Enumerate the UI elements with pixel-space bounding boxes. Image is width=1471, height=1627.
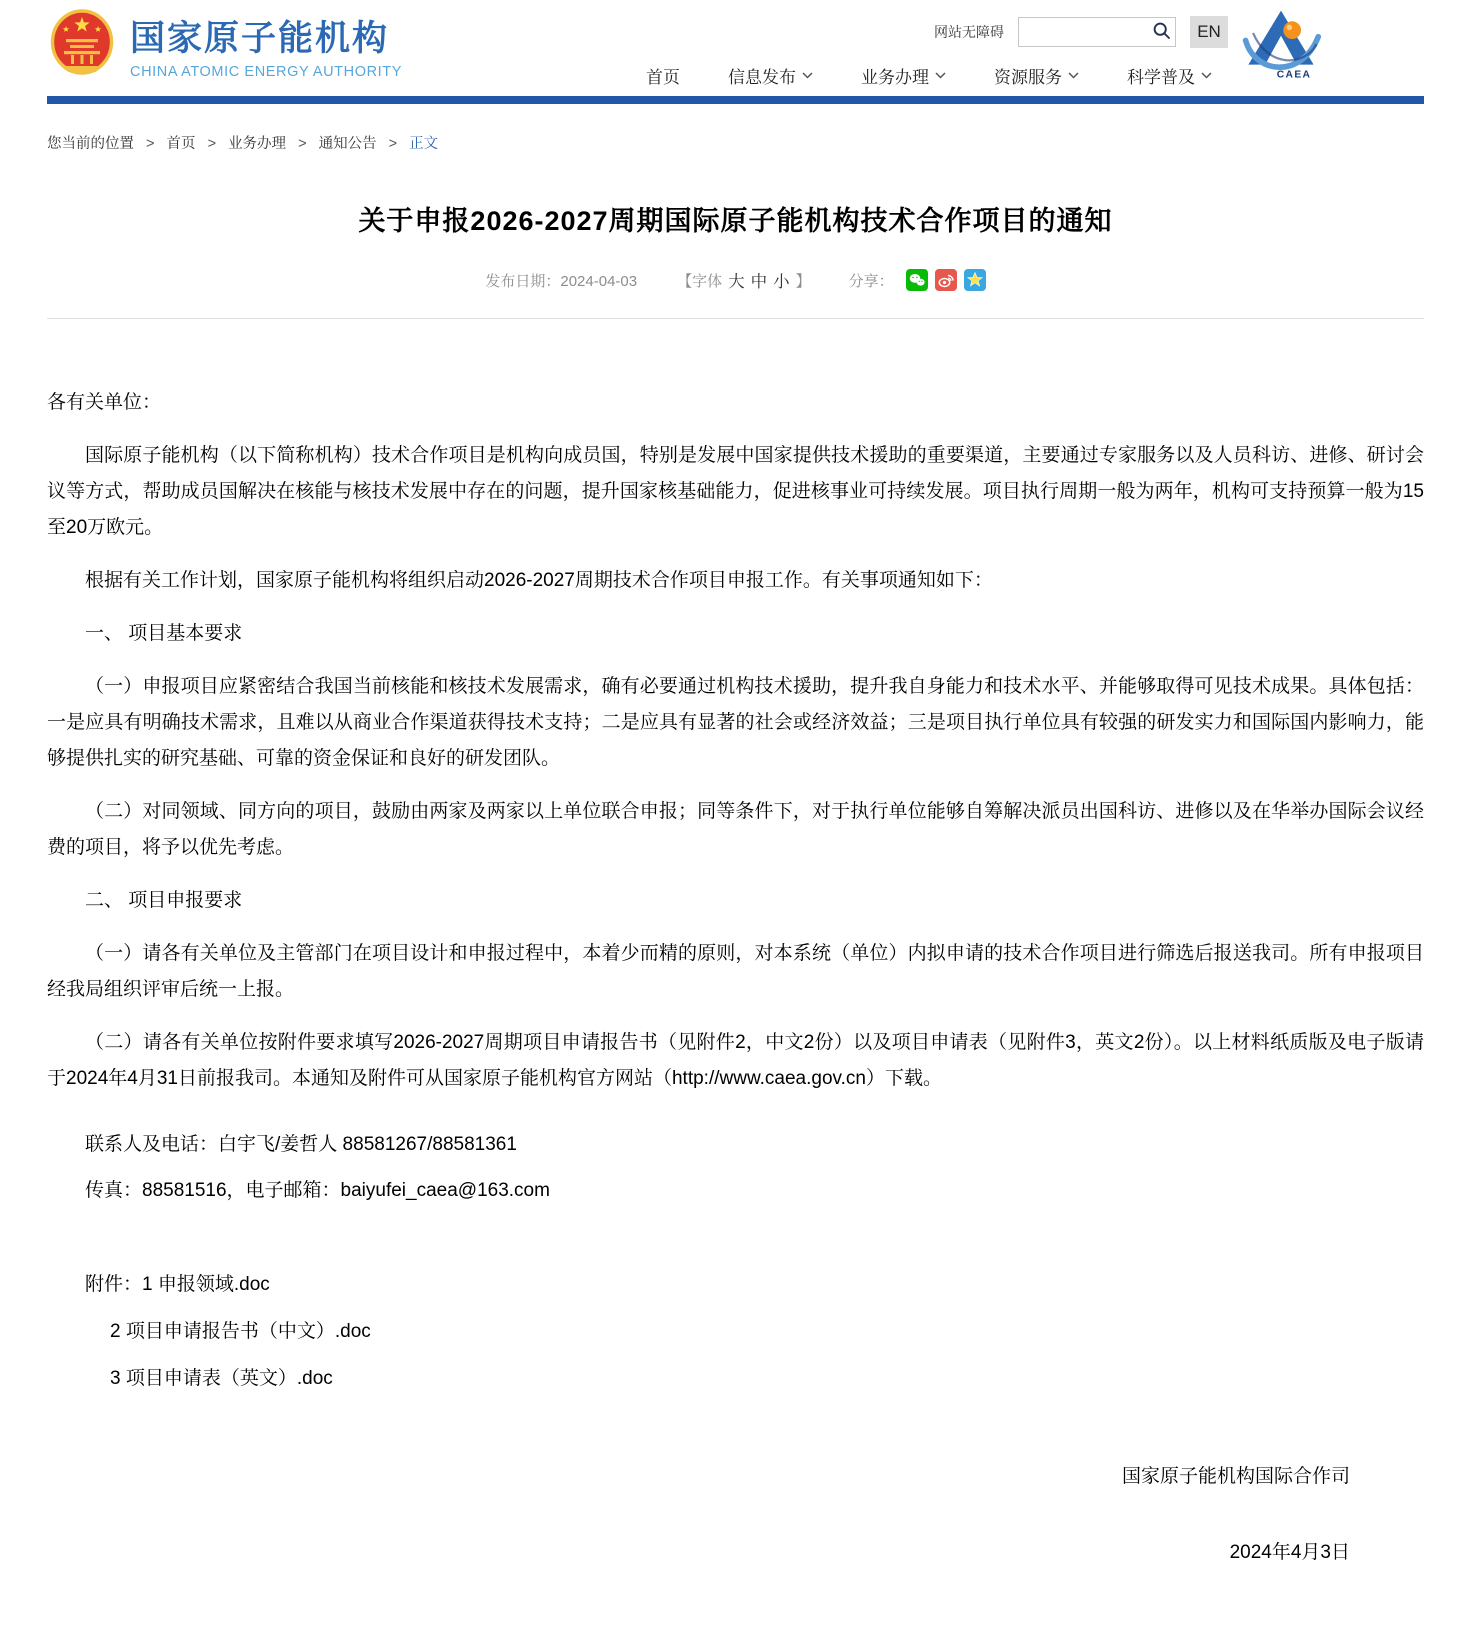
breadcrumb-prefix: 您当前的位置 <box>47 136 134 152</box>
article-meta <box>0 268 1471 292</box>
nav-item-resources[interactable]: 资源服务 <box>994 63 1079 88</box>
breadcrumb-current: 正文 <box>409 136 439 152</box>
share-label: 分享： <box>848 272 894 290</box>
chevron-down-icon <box>802 72 813 79</box>
breadcrumb-separator: > <box>146 136 155 152</box>
attachments-list <box>47 1267 1424 1397</box>
breadcrumb-business[interactable]: 业务办理 <box>228 136 287 152</box>
paragraph: 根据有关工作计划，国家原子能机构将组织启动2026-2027周期技术合作项目申报工作。有关事项通知如下： <box>85 570 993 591</box>
paragraph: （一）请各有关单位及主管部门在项目设计和申报过程中，本着少而精的原则，对本系统（单位）内拟申请的技术合作项目进行筛选后报送我司。所有申报项目经我局组织评审后统一上报。 <box>47 943 1424 1000</box>
attachment-link-1[interactable]: 附件：1 申报领域.doc <box>85 1274 270 1295</box>
search-input[interactable] <box>1019 18 1147 46</box>
national-emblem-icon <box>50 8 114 83</box>
main-nav <box>646 63 1212 88</box>
breadcrumb-notice[interactable]: 通知公告 <box>318 136 377 152</box>
caea-logo[interactable] <box>1240 4 1322 88</box>
weibo-share-icon[interactable] <box>935 269 957 291</box>
breadcrumb-home[interactable]: 首页 <box>166 136 196 152</box>
font-size-large-button[interactable]: 大 <box>728 273 745 291</box>
header-utilities <box>934 16 1228 48</box>
contact-block <box>47 1127 1424 1209</box>
salutation: 各有关单位： <box>47 392 162 413</box>
language-toggle-en[interactable]: EN <box>1190 16 1228 48</box>
site-logo[interactable] <box>50 8 402 83</box>
chevron-down-icon <box>935 72 946 79</box>
breadcrumb-separator: > <box>207 136 217 152</box>
section-heading-2: 二、 项目申报要求 <box>85 890 243 911</box>
chevron-down-icon <box>1068 72 1079 79</box>
attachment-link-2[interactable]: 2 项目申请报告书（中文）.doc <box>110 1321 371 1342</box>
contact-phone-line: 联系人及电话：白宇飞/姜哲人 88581267/88581361 <box>85 1134 517 1155</box>
attachment-link-3[interactable]: 3 项目申请表（英文）.doc <box>110 1368 333 1389</box>
paragraph: （一）申报项目应紧密结合我国当前核能和核技术发展需求，确有必要通过机构技术援助，提升我自身能力和技术水平、并能够取得可见技术成果。具体包括：一是应具有明确技术需求，且难以从商业合作渠道获得技术支持；二是应具有显著的社会或经济效益；三是项目执行单位具有较强的研发实力和国际国内影响力，能够提供扎实的研究基础、可靠的资金保证和良好的研发团队。 <box>47 676 1424 769</box>
meta-divider <box>47 318 1424 319</box>
caea-logo-text: CAEA <box>1276 69 1312 81</box>
qzone-share-icon[interactable] <box>964 269 986 291</box>
wechat-share-icon[interactable] <box>906 269 928 291</box>
site-name-en: CHINA ATOMIC ENERGY AUTHORITY <box>130 64 402 80</box>
publish-date: 发布日期：2024-04-03 <box>485 272 638 290</box>
search-box <box>1018 17 1176 47</box>
nav-item-business[interactable]: 业务办理 <box>861 63 946 88</box>
page-title: 关于申报2026-2027周期国际原子能机构技术合作项目的通知 <box>358 206 1113 236</box>
chevron-down-icon <box>1201 72 1212 79</box>
nav-item-home[interactable]: 首页 <box>646 68 680 87</box>
signature-date: 2024年4月3日 <box>1229 1542 1350 1563</box>
font-size-control: 【字体 大 中 小 】 <box>677 268 811 292</box>
paragraph: （二）请各有关单位按附件要求填写2026-2027周期项目申请报告书（见附件2，中文2份）以及项目申请表（见附件3，英文2份）。以上材料纸质版及电子版请于2024年4月31日前报我司。本通知及附件可从国家原子能机构官方网站（http://www.caea.gov.cn）下载。 <box>47 1032 1424 1089</box>
font-size-small-button[interactable]: 小 <box>773 273 790 291</box>
share-icons <box>906 269 986 291</box>
signature-block <box>47 1459 1424 1571</box>
site-name: 国家原子能机构 <box>130 19 390 58</box>
font-size-medium-button[interactable]: 中 <box>750 273 768 291</box>
section-heading-1: 一、 项目基本要求 <box>85 623 243 644</box>
paragraph: （二）对同领域、同方向的项目，鼓励由两家及两家以上单位联合申报；同等条件下，对于执行单位能够自筹解决派员出国科访、进修以及在华举办国际会议经费的项目，将予以优先考虑。 <box>47 801 1424 858</box>
search-icon <box>1152 21 1171 43</box>
paragraph: 国际原子能机构（以下简称机构）技术合作项目是机构向成员国，特别是发展中国家提供技术援助的重要渠道，主要通过专家服务以及人员科访、进修、研讨会议等方式，帮助成员国解决在核能与核技术发展中存在的问题，提升国家核基础能力，促进核事业可持续发展。项目执行周期一般为两年，机构可支持预算一般为15至20万欧元。 <box>47 445 1424 538</box>
site-header <box>0 0 1471 104</box>
breadcrumb-separator: > <box>298 136 307 152</box>
nav-item-science[interactable]: 科学普及 <box>1127 63 1212 88</box>
article-body <box>47 385 1424 1571</box>
nav-item-info[interactable]: 信息发布 <box>728 63 813 88</box>
contact-fax-email-line: 传真：88581516，电子邮箱：baiyufei_caea@163.com <box>85 1180 550 1201</box>
accessibility-link[interactable]: 网站无障碍 <box>934 24 1004 40</box>
search-button[interactable] <box>1147 18 1175 46</box>
breadcrumb-separator: > <box>388 136 398 152</box>
header-divider-bar <box>47 96 1424 104</box>
breadcrumb <box>47 132 1424 153</box>
signature-department: 国家原子能机构国际合作司 <box>1121 1466 1350 1487</box>
article <box>0 199 1471 1571</box>
